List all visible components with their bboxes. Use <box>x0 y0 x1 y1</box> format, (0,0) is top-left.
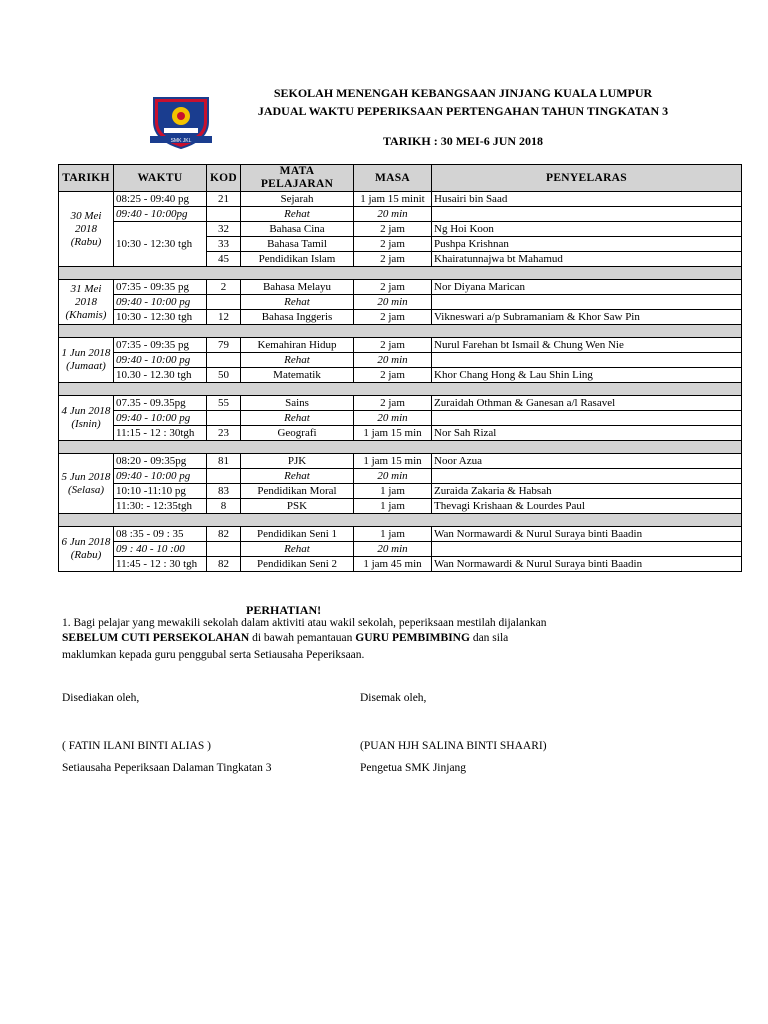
code-cell <box>207 411 241 426</box>
subject-cell: Rehat <box>241 207 354 222</box>
code-cell: 79 <box>207 338 241 353</box>
duration-cell: 2 jam <box>354 252 432 267</box>
duration-cell: 20 min <box>354 411 432 426</box>
break-row <box>59 469 742 484</box>
subject-cell: Sains <box>241 396 354 411</box>
duration-cell: 2 jam <box>354 280 432 295</box>
notice-line-1: 1. Bagi pelajar yang mewakili sekolah dalam aktiviti atau wakil sekolah, peperiksaan mestilah dijalankan <box>62 617 547 629</box>
break-row <box>59 353 742 368</box>
subject-cell: Geografi <box>241 426 354 441</box>
crest-motto: SMK JKL <box>170 138 192 144</box>
coordinator-cell: Nor Sah Rizal <box>432 426 742 441</box>
code-cell: 32 <box>207 222 241 237</box>
subject-cell: Pendidikan Moral <box>241 484 354 499</box>
code-cell <box>207 353 241 368</box>
subject-cell: Bahasa Inggeris <box>241 310 354 325</box>
coordinator-cell: Ng Hoi Koon <box>432 222 742 237</box>
exam-row <box>59 484 742 499</box>
prepared-by-title: Setiausaha Peperiksaan Dalaman Tingkatan 3 <box>62 762 272 774</box>
day-separator <box>59 383 742 396</box>
exam-row <box>59 426 742 441</box>
checked-by-name: (PUAN HJH SALINA BINTI SHAARI) <box>360 740 547 752</box>
code-cell <box>207 469 241 484</box>
time-cell: 11:30: - 12:35tgh <box>114 499 207 514</box>
subject-cell: PJK <box>241 454 354 469</box>
document-title: JADUAL WAKTU PEPERIKSAAN PERTENGAHAN TAHUN TINGKATAN 3 <box>257 104 669 118</box>
subject-cell: Rehat <box>241 353 354 368</box>
exam-row <box>59 280 742 295</box>
time-cell: 09:40 - 10:00pg <box>114 207 207 222</box>
coordinator-cell <box>432 411 742 426</box>
checked-by-label: Disemak oleh, <box>360 692 427 704</box>
time-cell: 09:40 - 10:00 pg <box>114 353 207 368</box>
date-range: TARIKH : 30 MEI-6 JUN 2018 <box>382 134 544 148</box>
time-cell: 09:40 - 10:00 pg <box>114 295 207 310</box>
subject-cell: Rehat <box>241 542 354 557</box>
date-cell: 1 Jun 2018 (Jumaat) <box>59 338 114 383</box>
separator-cell <box>59 441 742 454</box>
subject-cell: Pendidikan Islam <box>241 252 354 267</box>
duration-cell: 20 min <box>354 542 432 557</box>
duration-cell: 20 min <box>354 295 432 310</box>
duration-cell: 20 min <box>354 207 432 222</box>
subject-cell: Bahasa Cina <box>241 222 354 237</box>
duration-cell: 2 jam <box>354 368 432 383</box>
date-cell: 5 Jun 2018 (Selasa) <box>59 454 114 514</box>
date-cell: 6 Jun 2018 (Rabu) <box>59 527 114 572</box>
code-cell: 82 <box>207 527 241 542</box>
code-cell: 12 <box>207 310 241 325</box>
subject-cell: Pendidikan Seni 1 <box>241 527 354 542</box>
duration-cell: 2 jam <box>354 396 432 411</box>
exam-row <box>59 192 742 207</box>
time-cell: 10:30 - 12:30 tgh <box>114 310 207 325</box>
col-header-duration: MASA <box>354 165 432 192</box>
code-cell: 33 <box>207 237 241 252</box>
notice-line-2 <box>62 632 508 644</box>
exam-row <box>59 368 742 383</box>
code-cell: 82 <box>207 557 241 572</box>
coordinator-cell: Zuraida Zakaria & Habsah <box>432 484 742 499</box>
separator-cell <box>59 267 742 280</box>
time-cell: 08 :35 - 09 : 35 <box>114 527 207 542</box>
notice-line-3: maklumkan kepada guru penggubal serta Setiausaha Peperiksaan. <box>62 649 365 661</box>
col-header-time: WAKTU <box>114 165 207 192</box>
prepared-by-label: Disediakan oleh, <box>62 692 140 704</box>
duration-cell: 1 jam <box>354 484 432 499</box>
code-cell: 50 <box>207 368 241 383</box>
code-cell: 55 <box>207 396 241 411</box>
date-cell: 30 Mei 2018 (Rabu) <box>59 192 114 267</box>
subject-cell: Matematik <box>241 368 354 383</box>
subject-cell: Sejarah <box>241 192 354 207</box>
coordinator-cell: Nor Diyana Marican <box>432 280 742 295</box>
separator-cell <box>59 325 742 338</box>
duration-cell: 1 jam <box>354 527 432 542</box>
time-cell: 08:20 - 09:35pg <box>114 454 207 469</box>
time-cell: 10.30 - 12.30 tgh <box>114 368 207 383</box>
time-cell: 07:35 - 09:35 pg <box>114 280 207 295</box>
time-cell: 11:45 - 12 : 30 tgh <box>114 557 207 572</box>
exam-schedule-table <box>58 164 742 572</box>
notice-emphasis-1: SEBELUM CUTI PERSEKOLAHAN <box>62 632 250 644</box>
duration-cell: 20 min <box>354 353 432 368</box>
col-header-coordinator: PENYELARAS <box>432 165 742 192</box>
time-cell: 09 : 40 - 10 :00 <box>114 542 207 557</box>
table-header-row <box>59 165 742 192</box>
code-cell: 45 <box>207 252 241 267</box>
prepared-by-name: ( FATIN ILANI BINTI ALIAS ) <box>62 740 211 752</box>
code-cell <box>207 295 241 310</box>
exam-row <box>59 338 742 353</box>
code-cell: 23 <box>207 426 241 441</box>
coordinator-cell: Wan Normawardi & Nurul Suraya binti Baadin <box>432 557 742 572</box>
exam-row <box>59 310 742 325</box>
subject-cell: PSK <box>241 499 354 514</box>
coordinator-cell: Husairi bin Saad <box>432 192 742 207</box>
notice-text-end: dan sila <box>469 632 509 644</box>
time-cell: 10:10 -11:10 pg <box>114 484 207 499</box>
subject-cell: Bahasa Melayu <box>241 280 354 295</box>
day-separator <box>59 514 742 527</box>
coordinator-cell: Thevagi Krishaan & Lourdes Paul <box>432 499 742 514</box>
coordinator-cell <box>432 469 742 484</box>
checked-by-title: Pengetua SMK Jinjang <box>360 762 467 774</box>
coordinator-cell: Vikneswari a/p Subramaniam & Khor Saw Pin <box>432 310 742 325</box>
exam-row <box>59 499 742 514</box>
break-row <box>59 207 742 222</box>
coordinator-cell <box>432 542 742 557</box>
duration-cell: 1 jam <box>354 499 432 514</box>
coordinator-cell <box>432 353 742 368</box>
coordinator-cell: Khairatunnajwa bt Mahamud <box>432 252 742 267</box>
subject-cell: Rehat <box>241 295 354 310</box>
subject-cell: Rehat <box>241 469 354 484</box>
time-cell: 11:15 - 12 : 30tgh <box>114 426 207 441</box>
exam-row <box>59 454 742 469</box>
time-cell: 08:25 - 09:40 pg <box>114 192 207 207</box>
school-crest-icon <box>148 88 214 150</box>
duration-cell: 1 jam 15 min <box>354 454 432 469</box>
code-cell: 83 <box>207 484 241 499</box>
code-cell: 8 <box>207 499 241 514</box>
exam-row <box>59 222 742 237</box>
col-header-subject: MATA PELAJARAN <box>241 165 354 192</box>
exam-row <box>59 527 742 542</box>
duration-cell: 2 jam <box>354 310 432 325</box>
duration-cell: 1 jam 45 min <box>354 557 432 572</box>
separator-cell <box>59 383 742 396</box>
day-separator <box>59 267 742 280</box>
date-cell: 31 Mei 2018 (Khamis) <box>59 280 114 325</box>
duration-cell: 2 jam <box>354 222 432 237</box>
time-cell: 07.35 - 09.35pg <box>114 396 207 411</box>
time-cell: 09:40 - 10:00 pg <box>114 469 207 484</box>
coordinator-cell: Noor Azua <box>432 454 742 469</box>
break-row <box>59 295 742 310</box>
day-separator <box>59 441 742 454</box>
school-name: SEKOLAH MENENGAH KEBANGSAAN JINJANG KUALA LUMPUR <box>273 86 653 100</box>
separator-cell <box>59 514 742 527</box>
duration-cell: 2 jam <box>354 338 432 353</box>
col-header-code: KOD <box>207 165 241 192</box>
coordinator-cell: Zuraidah Othman & Ganesan a/l Rasavel <box>432 396 742 411</box>
coordinator-cell: Nurul Farehan bt Ismail & Chung Wen Nie <box>432 338 742 353</box>
notice-emphasis-2: GURU PEMBIMBING <box>355 632 470 644</box>
day-separator <box>59 325 742 338</box>
code-cell: 21 <box>207 192 241 207</box>
break-row <box>59 411 742 426</box>
coordinator-cell: Pushpa Krishnan <box>432 237 742 252</box>
notice-title: PERHATIAN! <box>246 603 322 617</box>
coordinator-cell <box>432 295 742 310</box>
time-cell: 10:30 - 12:30 tgh <box>114 222 207 267</box>
coordinator-cell <box>432 207 742 222</box>
coordinator-cell: Khor Chang Hong & Lau Shin Ling <box>432 368 742 383</box>
break-row <box>59 542 742 557</box>
time-cell: 09:40 - 10:00 pg <box>114 411 207 426</box>
subject-cell: Rehat <box>241 411 354 426</box>
duration-cell: 20 min <box>354 469 432 484</box>
exam-row <box>59 396 742 411</box>
subject-cell: Kemahiran Hidup <box>241 338 354 353</box>
notice-text: di bawah pemantauan <box>249 632 356 644</box>
duration-cell: 1 jam 15 minit <box>354 192 432 207</box>
exam-row <box>59 557 742 572</box>
code-cell: 81 <box>207 454 241 469</box>
code-cell: 2 <box>207 280 241 295</box>
coordinator-cell: Wan Normawardi & Nurul Suraya binti Baadin <box>432 527 742 542</box>
code-cell <box>207 207 241 222</box>
subject-cell: Pendidikan Seni 2 <box>241 557 354 572</box>
subject-cell: Bahasa Tamil <box>241 237 354 252</box>
duration-cell: 1 jam 15 min <box>354 426 432 441</box>
col-header-date: TARIKH <box>59 165 114 192</box>
time-cell: 07:35 - 09:35 pg <box>114 338 207 353</box>
code-cell <box>207 542 241 557</box>
date-cell: 4 Jun 2018 (Isnin) <box>59 396 114 441</box>
duration-cell: 2 jam <box>354 237 432 252</box>
